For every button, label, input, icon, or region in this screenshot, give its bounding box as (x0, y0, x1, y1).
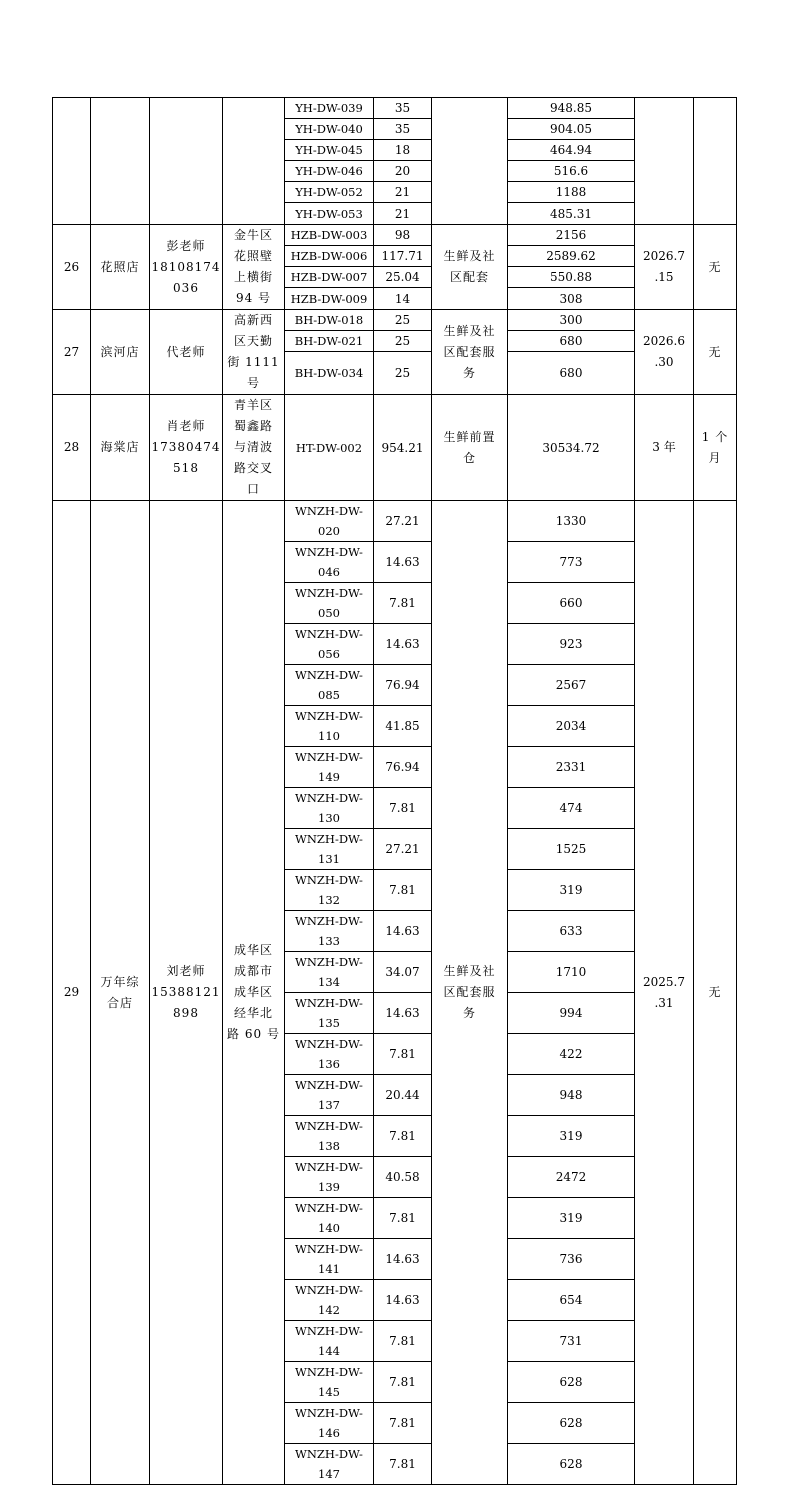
address-line: 街 1111 (227, 355, 280, 369)
store-name-cell (91, 225, 150, 310)
unit-code-cell: WNZH-DW-085 (285, 665, 374, 706)
contact-cell (150, 98, 223, 225)
unit-area-cell: 21 (374, 182, 432, 203)
address-line: 高新西 (233, 313, 273, 327)
table-row (53, 395, 737, 501)
unit-area-cell: 25 (374, 352, 432, 395)
lease-table (52, 97, 737, 1485)
rent-free-period-cell (694, 98, 737, 225)
address-line: 经华北 (233, 1006, 273, 1020)
unit-rent-cell: 300 (508, 310, 635, 331)
store-name-line: 海棠店 (100, 440, 140, 454)
store-no-cell: 28 (53, 395, 91, 501)
store-name-cell (91, 501, 150, 1485)
address-line: 青羊区 (233, 398, 273, 412)
usage-line: 生鲜及社 (443, 964, 496, 978)
unit-area-cell: 954.21 (374, 395, 432, 501)
unit-area-cell: 14.63 (374, 1239, 432, 1280)
usage-line: 生鲜及社 (443, 323, 496, 338)
unit-code-cell: WNZH-DW-134 (285, 952, 374, 993)
unit-rent-cell: 464.94 (508, 140, 635, 161)
rent-free-period-cell (694, 310, 737, 395)
unit-code-cell: YH-DW-039 (285, 98, 374, 119)
unit-area-cell: 98 (374, 225, 432, 246)
contact-line: 代老师 (166, 344, 206, 359)
unit-rent-cell: 628 (508, 1444, 635, 1485)
address-line: 94 号 (235, 291, 272, 305)
rent-free-period-line: 无 (708, 985, 722, 999)
unit-area-cell: 20 (374, 161, 432, 182)
contact-cell (150, 225, 223, 310)
unit-area-cell: 7.81 (374, 1321, 432, 1362)
unit-area-cell: 41.85 (374, 706, 432, 747)
lease-table-body (53, 98, 737, 1485)
lease-expiry-line: 2026.7 (643, 249, 685, 263)
unit-rent-cell: 948.85 (508, 98, 635, 119)
contact-cell (150, 501, 223, 1485)
unit-code-cell: HZB-DW-003 (285, 225, 374, 246)
unit-rent-cell: 994 (508, 993, 635, 1034)
contact-cell (150, 310, 223, 395)
unit-rent-cell: 680 (508, 352, 635, 395)
address-line: 口 (246, 482, 260, 496)
unit-area-cell: 35 (374, 98, 432, 119)
address-cell (223, 395, 285, 501)
usage-line: 区配套 (449, 270, 489, 284)
store-no-cell (53, 98, 91, 225)
unit-rent-cell: 1525 (508, 829, 635, 870)
unit-area-cell: 7.81 (374, 583, 432, 624)
unit-code-cell: WNZH-DW-020 (285, 501, 374, 542)
unit-rent-cell: 1710 (508, 952, 635, 993)
store-name-line: 滨河店 (100, 344, 140, 359)
unit-code-cell: WNZH-DW-141 (285, 1239, 374, 1280)
store-no-cell: 27 (53, 310, 91, 395)
lease-expiry-line: .31 (654, 995, 674, 1010)
usage-line: 务 (462, 365, 476, 380)
unit-code-cell: YH-DW-046 (285, 161, 374, 182)
unit-area-cell: 14 (374, 288, 432, 310)
address-cell (223, 225, 285, 310)
unit-area-cell: 25 (374, 310, 432, 331)
unit-code-cell: WNZH-DW-131 (285, 829, 374, 870)
contact-line: 刘老师 (166, 964, 206, 978)
contact-cell (150, 395, 223, 501)
contact-line: 17380474 (151, 440, 221, 454)
address-line: 金牛区 (233, 228, 273, 242)
unit-code-cell: WNZH-DW-050 (285, 583, 374, 624)
unit-rent-cell: 2331 (508, 747, 635, 788)
store-name-cell (91, 98, 150, 225)
unit-rent-cell: 628 (508, 1362, 635, 1403)
unit-area-cell: 14.63 (374, 993, 432, 1034)
unit-rent-cell: 731 (508, 1321, 635, 1362)
lease-expiry-line: .30 (654, 355, 674, 369)
address-line: 路 60 号 (227, 1027, 280, 1041)
lease-expiry-cell (635, 98, 694, 225)
lease-expiry-cell (635, 395, 694, 501)
unit-rent-cell: 948 (508, 1075, 635, 1116)
unit-area-cell: 7.81 (374, 1403, 432, 1444)
contact-line: 036 (173, 280, 199, 295)
unit-area-cell: 40.58 (374, 1157, 432, 1198)
unit-area-cell: 7.81 (374, 788, 432, 829)
contact-line: 15388121 (151, 985, 221, 999)
unit-rent-cell: 1188 (508, 182, 635, 203)
unit-rent-cell: 660 (508, 583, 635, 624)
rent-free-period-line: 无 (708, 344, 722, 359)
unit-code-cell: YH-DW-053 (285, 203, 374, 225)
unit-area-cell: 14.63 (374, 1280, 432, 1321)
unit-rent-cell: 2034 (508, 706, 635, 747)
contact-line: 898 (173, 1006, 199, 1020)
lease-expiry-line: 2026.6 (643, 334, 685, 348)
unit-area-cell: 7.81 (374, 1116, 432, 1157)
unit-code-cell: HZB-DW-006 (285, 246, 374, 267)
lease-expiry-line: .15 (654, 270, 674, 284)
unit-area-cell: 34.07 (374, 952, 432, 993)
unit-code-cell: WNZH-DW-046 (285, 542, 374, 583)
unit-code-cell: WNZH-DW-140 (285, 1198, 374, 1239)
store-name-line: 花照店 (100, 259, 140, 274)
unit-code-cell: YH-DW-045 (285, 140, 374, 161)
lease-expiry-cell (635, 225, 694, 310)
store-no-cell: 26 (53, 225, 91, 310)
usage-line: 区配套服 (443, 985, 496, 999)
unit-area-cell: 14.63 (374, 911, 432, 952)
unit-code-cell: BH-DW-018 (285, 310, 374, 331)
unit-rent-cell: 485.31 (508, 203, 635, 225)
unit-code-cell: WNZH-DW-145 (285, 1362, 374, 1403)
unit-rent-cell: 422 (508, 1034, 635, 1075)
unit-code-cell: HT-DW-002 (285, 395, 374, 501)
usage-cell (432, 310, 508, 395)
unit-area-cell: 25 (374, 331, 432, 352)
address-line: 蜀鑫路 (233, 419, 273, 433)
rent-free-period-line: 月 (708, 450, 722, 465)
unit-code-cell: YH-DW-052 (285, 182, 374, 203)
unit-area-cell: 21 (374, 203, 432, 225)
unit-area-cell: 20.44 (374, 1075, 432, 1116)
unit-rent-cell: 319 (508, 1116, 635, 1157)
unit-code-cell: WNZH-DW-056 (285, 624, 374, 665)
lease-expiry-cell (635, 501, 694, 1485)
unit-area-cell: 14.63 (374, 624, 432, 665)
address-line: 路交叉 (233, 461, 273, 475)
usage-cell (432, 98, 508, 225)
address-line: 成都市 (233, 964, 273, 978)
address-line: 花照壁 (233, 249, 273, 263)
unit-area-cell: 117.71 (374, 246, 432, 267)
unit-rent-cell: 308 (508, 288, 635, 310)
rent-free-period-cell (694, 501, 737, 1485)
unit-code-cell: HZB-DW-007 (285, 267, 374, 288)
lease-expiry-line: 3 年 (652, 440, 676, 454)
unit-area-cell: 76.94 (374, 665, 432, 706)
lease-expiry-line: 2025.7 (643, 974, 685, 989)
table-row (53, 501, 737, 542)
unit-code-cell: WNZH-DW-139 (285, 1157, 374, 1198)
contact-line: 彭老师 (166, 238, 206, 253)
unit-area-cell: 27.21 (374, 501, 432, 542)
unit-code-cell: WNZH-DW-138 (285, 1116, 374, 1157)
usage-cell (432, 225, 508, 310)
unit-area-cell: 18 (374, 140, 432, 161)
unit-area-cell: 7.81 (374, 1444, 432, 1485)
contact-line: 18108174 (151, 259, 221, 274)
unit-code-cell: WNZH-DW-133 (285, 911, 374, 952)
unit-code-cell: WNZH-DW-146 (285, 1403, 374, 1444)
store-no-cell: 29 (53, 501, 91, 1485)
unit-rent-cell: 736 (508, 1239, 635, 1280)
unit-rent-cell: 2156 (508, 225, 635, 246)
unit-code-cell: WNZH-DW-110 (285, 706, 374, 747)
usage-cell (432, 501, 508, 1485)
usage-line: 生鲜及社 (443, 249, 496, 263)
unit-rent-cell: 628 (508, 1403, 635, 1444)
unit-code-cell: YH-DW-040 (285, 119, 374, 140)
table-row (53, 98, 737, 119)
address-line: 成华区 (233, 943, 273, 957)
usage-line: 仓 (462, 450, 476, 465)
unit-area-cell: 7.81 (374, 1362, 432, 1403)
store-name-line: 万年综 (100, 974, 140, 989)
unit-code-cell: WNZH-DW-135 (285, 993, 374, 1034)
unit-area-cell: 27.21 (374, 829, 432, 870)
unit-code-cell: HZB-DW-009 (285, 288, 374, 310)
unit-rent-cell: 319 (508, 1198, 635, 1239)
unit-code-cell: WNZH-DW-147 (285, 1444, 374, 1485)
unit-rent-cell: 654 (508, 1280, 635, 1321)
unit-rent-cell: 516.6 (508, 161, 635, 182)
address-line: 成华区 (233, 985, 273, 999)
unit-rent-cell: 550.88 (508, 267, 635, 288)
unit-area-cell: 76.94 (374, 747, 432, 788)
usage-line: 区配套服 (443, 344, 496, 359)
unit-code-cell: BH-DW-021 (285, 331, 374, 352)
address-cell (223, 501, 285, 1485)
unit-code-cell: WNZH-DW-132 (285, 870, 374, 911)
unit-code-cell: BH-DW-034 (285, 352, 374, 395)
unit-area-cell: 35 (374, 119, 432, 140)
table-row (53, 225, 737, 246)
unit-rent-cell: 2589.62 (508, 246, 635, 267)
unit-rent-cell: 680 (508, 331, 635, 352)
unit-rent-cell: 904.05 (508, 119, 635, 140)
usage-line: 务 (462, 1006, 476, 1020)
rent-free-period-cell (694, 225, 737, 310)
unit-code-cell: WNZH-DW-144 (285, 1321, 374, 1362)
unit-rent-cell: 633 (508, 911, 635, 952)
address-cell (223, 310, 285, 395)
lease-expiry-cell (635, 310, 694, 395)
rent-free-period-line: 无 (708, 259, 722, 274)
unit-area-cell: 7.81 (374, 870, 432, 911)
unit-rent-cell: 1330 (508, 501, 635, 542)
table-row (53, 310, 737, 331)
address-line: 号 (246, 376, 260, 390)
store-name-line: 合店 (106, 995, 133, 1010)
unit-code-cell: WNZH-DW-136 (285, 1034, 374, 1075)
store-name-cell (91, 395, 150, 501)
unit-code-cell: WNZH-DW-142 (285, 1280, 374, 1321)
unit-rent-cell: 773 (508, 542, 635, 583)
unit-rent-cell: 2567 (508, 665, 635, 706)
address-line: 与清波 (233, 440, 273, 454)
unit-code-cell: WNZH-DW-149 (285, 747, 374, 788)
unit-area-cell: 14.63 (374, 542, 432, 583)
address-line: 上横街 (233, 270, 273, 284)
unit-area-cell: 7.81 (374, 1034, 432, 1075)
rent-free-period-line: 1 个 (701, 429, 729, 444)
unit-rent-cell: 319 (508, 870, 635, 911)
contact-line: 518 (173, 461, 199, 475)
unit-area-cell: 7.81 (374, 1198, 432, 1239)
contact-line: 肖老师 (166, 419, 206, 433)
unit-code-cell: WNZH-DW-130 (285, 788, 374, 829)
unit-code-cell: WNZH-DW-137 (285, 1075, 374, 1116)
rent-free-period-cell (694, 395, 737, 501)
unit-rent-cell: 2472 (508, 1157, 635, 1198)
usage-line: 生鲜前置 (443, 429, 496, 444)
unit-rent-cell: 30534.72 (508, 395, 635, 501)
unit-area-cell: 25.04 (374, 267, 432, 288)
store-name-cell (91, 310, 150, 395)
address-line: 区天勤 (233, 334, 273, 348)
unit-rent-cell: 923 (508, 624, 635, 665)
usage-cell (432, 395, 508, 501)
unit-rent-cell: 474 (508, 788, 635, 829)
address-cell (223, 98, 285, 225)
